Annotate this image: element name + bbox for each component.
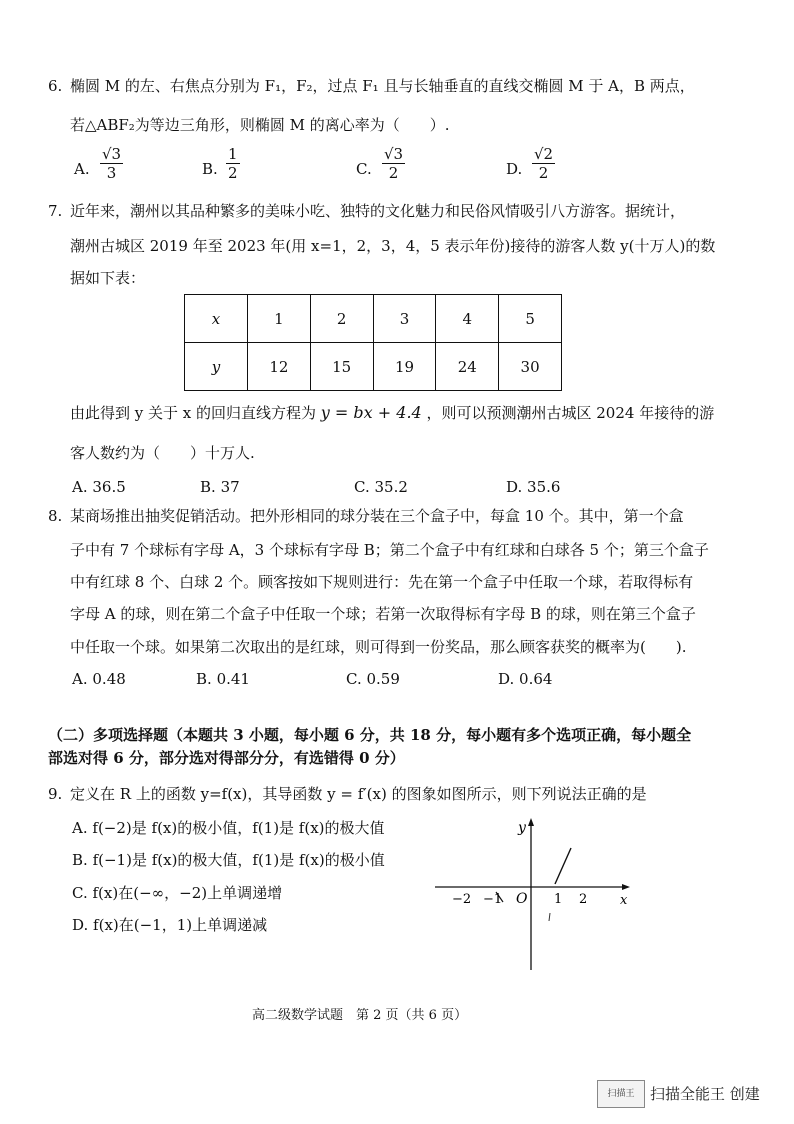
q9-option-c: C. f(x)在(−∞，−2)上单调递增 — [72, 884, 283, 902]
table-cell: 19 — [373, 343, 436, 391]
tick-label-1: 1 — [554, 892, 563, 907]
q8-line-5: 中任取一个球。如果第二次取出的是红球，则可得到一份奖品，那么顾客获奖的概率为( ). — [70, 638, 687, 656]
section-2-line-1: （二）多项选择题（本题共 3 小题，每小题 6 分，共 18 分，每小题有多个选项正确，每小题全 — [48, 726, 692, 744]
q6-option-a-numerator: √3 — [102, 145, 122, 163]
q8-line-3: 中有红球 8 个、白球 2 个。顾客按如下规则进行：先在第一个盒子中任取一个球，若取得标有 — [70, 573, 694, 591]
camscanner-logo: 扫描王 — [597, 1080, 645, 1108]
q6-option-d-label: D. — [506, 160, 523, 178]
derivative-curve-fragment — [555, 848, 571, 884]
q6-option-c-denominator: 2 — [388, 164, 399, 182]
q7-line-4-end: ，则可以预测潮州古城区 2024 年接待的游 — [426, 404, 715, 422]
table-row-y — [185, 343, 562, 391]
q8-option-c: C. 0.59 — [346, 670, 400, 688]
q6-option-b-denominator: 2 — [228, 164, 238, 182]
q7-data-table — [184, 294, 562, 391]
q6-option-b-fraction — [226, 146, 240, 182]
q6-line-1: 椭圆 M 的左、右焦点分别为 F₁，F₂，过点 F₁ 且与长轴垂直的直线交椭圆 M 于 A，B 两点， — [70, 77, 695, 95]
q7-line-1: 近年来，潮州以其品种繁多的美味小吃、独特的文化魅力和民俗风情吸引八方游客。据统计， — [70, 202, 686, 220]
x-axis-arrow-icon — [622, 884, 630, 890]
q7-regression-equation: y = bx + 4.4 — [320, 403, 422, 422]
table-cell: 30 — [499, 343, 562, 391]
table-cell: 3 — [373, 295, 436, 343]
table-cell: 5 — [499, 295, 562, 343]
table-cell: 12 — [248, 343, 311, 391]
q8-option-a: A. 0.48 — [72, 670, 126, 688]
tick-label-neg-1: −1 — [483, 892, 503, 907]
q6-option-b-numerator: 1 — [228, 145, 238, 163]
q8-option-d: D. 0.64 — [498, 670, 553, 688]
q9-derivative-graph — [430, 810, 640, 975]
q6-option-b-label: B. — [202, 160, 218, 178]
q7-line-2: 潮州古城区 2019 年至 2023 年(用 x=1，2，3，4，5 表示年份)接待的游客人数 y(十万人)的数 — [70, 237, 716, 255]
q9-option-d: D. f(x)在(−1，1)上单调递减 — [72, 916, 268, 934]
q7-option-b: B. 37 — [200, 478, 240, 496]
q9-number: 9. — [48, 785, 63, 803]
y-axis-arrow-icon — [528, 818, 534, 826]
tick-label-2: 2 — [579, 892, 588, 907]
tick-label-neg-2: −2 — [452, 892, 472, 907]
q7-line-4-start: 由此得到 y 关于 x 的回归直线方程为 — [70, 404, 317, 422]
q6-option-a-denominator: 3 — [106, 164, 117, 182]
table-header-y: y — [185, 343, 248, 391]
q6-option-c-fraction — [382, 146, 405, 182]
q7-line-4 — [70, 403, 714, 423]
q7-number: 7. — [48, 202, 63, 220]
q8-line-2: 子中有 7 个球标有字母 A，3 个球标有字母 B；第二个盒子中有红球和白球各 5 个；第三个盒子 — [70, 541, 709, 559]
table-header-x: x — [185, 295, 248, 343]
q8-line-4: 字母 A 的球，则在第二个盒子中任取一个球；若第一次取得标有字母 B 的球，则在第三个盒子 — [70, 605, 696, 623]
section-2-line-2: 部选对得 6 分，部分选对得部分分，有选错得 0 分） — [48, 749, 405, 767]
q9-option-a: A. f(−2)是 f(x)的极小值，f(1)是 f(x)的极大值 — [72, 819, 385, 837]
q6-option-a-fraction — [100, 146, 123, 182]
table-cell: 2 — [310, 295, 373, 343]
q7-option-a: A. 36.5 — [72, 478, 126, 496]
q7-option-d: D. 35.6 — [506, 478, 561, 496]
q6-number: 6. — [48, 77, 63, 95]
q6-option-d-fraction — [532, 146, 555, 182]
q6-option-d-denominator: 2 — [538, 164, 549, 182]
q6-option-d-numerator: √2 — [534, 145, 554, 163]
table-cell: 4 — [436, 295, 499, 343]
q9-option-b: B. f(−1)是 f(x)的极大值，f(1)是 f(x)的极小值 — [72, 851, 385, 869]
q9-line-1: 定义在 R 上的函数 y=f(x)，其导函数 y = f′(x) 的图象如图所示，则下列说法正确的是 — [70, 785, 647, 803]
table-cell: 1 — [248, 295, 311, 343]
origin-label: O — [516, 891, 528, 907]
camscanner-text: 扫描全能王 创建 — [650, 1085, 760, 1103]
q8-line-1: 某商场推出抽奖促销活动。把外形相同的球分装在三个盒子中，每盒 10 个。其中，第一个盒 — [70, 507, 684, 525]
q7-line-3: 据如下表： — [70, 269, 146, 287]
table-cell: 24 — [436, 343, 499, 391]
y-axis-label: y — [518, 820, 526, 836]
q6-option-c-numerator: √3 — [384, 145, 404, 163]
q6-line-2: 若△ABF₂为等边三角形，则椭圆 M 的离心率为（ ）. — [70, 116, 450, 134]
q7-option-c: C. 35.2 — [354, 478, 408, 496]
curve-mark — [549, 913, 550, 921]
q7-line-5: 客人数约为（ ）十万人. — [70, 444, 255, 462]
q8-option-b: B. 0.41 — [196, 670, 250, 688]
table-row-x — [185, 295, 562, 343]
q8-number: 8. — [48, 507, 63, 525]
page-footer: 高二级数学试题 第 2 页（共 6 页） — [252, 1008, 468, 1023]
q6-option-c-label: C. — [356, 160, 372, 178]
q6-option-a-label: A. — [74, 160, 90, 178]
x-axis-label: x — [620, 893, 628, 908]
table-cell: 15 — [310, 343, 373, 391]
